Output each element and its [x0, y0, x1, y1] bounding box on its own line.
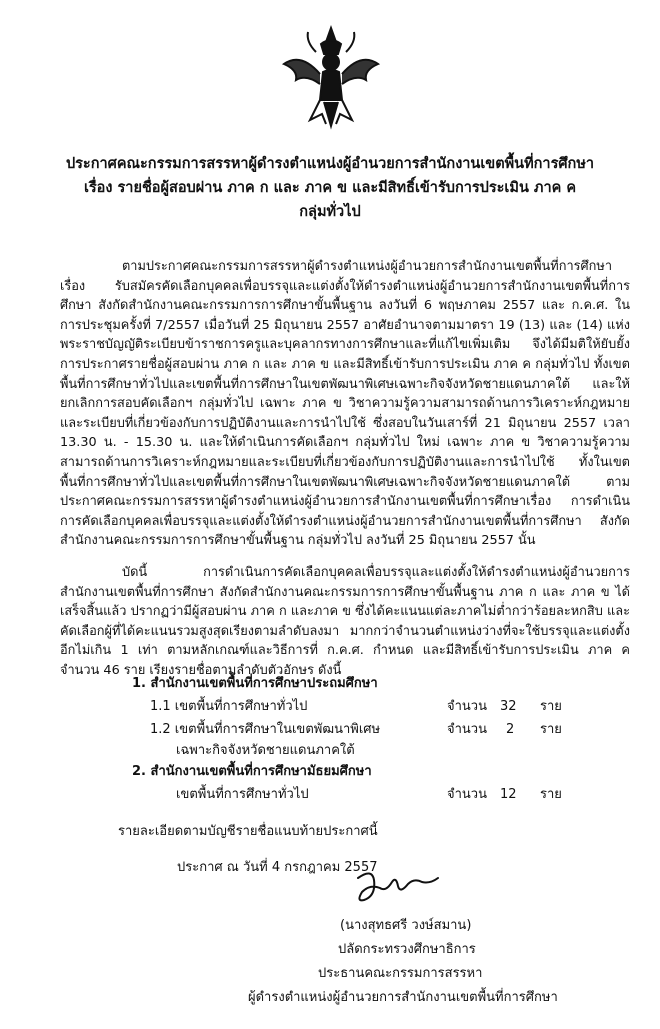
- signatory-position-2: ประธานคณะกรรมการสรรหา: [318, 966, 483, 981]
- item-1-2-count-label: จำนวน: [447, 722, 487, 737]
- item-1-2-label: 1.2 เขตพื้นที่การศึกษาในเขตพัฒนาพิเศษ: [150, 722, 381, 737]
- details-note: รายละเอียดตามบัญชีรายชื่อแนบท้ายประกาศนี้: [118, 824, 378, 839]
- title-line-1: ประกาศคณะกรรมการสรรหาผู้ดำรงตำแหน่งผู้อำนวยการสำนักงานเขตพื้นที่การศึกษา: [65, 156, 595, 172]
- item-1-2-unit: ราย: [540, 722, 562, 737]
- section-1-heading: 1. สำนักงานเขตพื้นที่การศึกษาประถมศึกษา: [132, 676, 378, 691]
- item-1-1-count: 32: [500, 699, 517, 714]
- paragraph-2-text: บัดนี้ การดำเนินการคัดเลือกบุคคลเพื่อบรรจุและแต่งตั้งให้ดำรงตำแหน่งผู้อำนวยการสำนักงานเขตพื้นที่การศึกษา สังกัดสำนักงานคณะกรรมการการศึกษาขั้นพื้นฐาน ภาค ก และ ภาค ข ได้เสร็จสิ้นแล้ว ปรากฏว่ามีผู้สอบผ่าน ภาค ก และภาค ข ซึ่งได้คะแนนแต่ละภาคไม่ต่ำกว่าร้อยละหกสิบ และคัดเลือกผู้ที่ได้คะแนนรวมสูงสุดเรียงตามลำดับลงมา มากกว่าจำนวนตำแหน่งว่างที่จะใช้บรรจุและแต่งตั้งอีกไม่เกิน 1 เท่า ตามหลักเกณฑ์และวิธีการที่ ก.ค.ศ. กำหนด และมีสิทธิ์เข้ารับการประเมิน ภาค ค จำนวน 46 ราย เรียงรายชื่อตามลำดับตัวอักษร ดังนี้: [60, 565, 630, 678]
- item-2-1-count: 12: [500, 787, 517, 802]
- title-line-2: เรื่อง รายชื่อผู้สอบผ่าน ภาค ก และ ภาค ข และมีสิทธิ์เข้ารับการประเมิน ภาค ค: [83, 180, 577, 196]
- signatory-position-1: ปลัดกระทรวงศึกษาธิการ: [338, 942, 476, 957]
- paragraph-1-text: ตามประกาศคณะกรรมการสรรหาผู้ดำรงตำแหน่งผู้อำนวยการสำนักงานเขตพื้นที่การศึกษา เรื่อง รับสมัครคัดเลือกบุคคลเพื่อบรรจุและแต่งตั้งให้ดำรงตำแหน่งผู้อำนวยการสำนักงานเขตพื้นที่การศึกษา สังกัดสำนักงานคณะกรรมการการศึกษาขั้นพื้นฐาน ลงวันที่ 6 พฤษภาคม 2557 และ ก.ค.ศ. ในการประชุมครั้งที่ 7/2557 เมื่อวันที่ 25 มิถุนายน 2557 อาศัยอำนาจตามมาตรา 19 (13) และ (14) แห่งพระราชบัญญัติระเบียบข้าราชการครูและบุคลากรทางการศึกษาและที่แก้ไขเพิ่มเติม จึงได้มีมติให้ยับยั้งการประกาศรายชื่อผู้สอบผ่าน ภาค ก และ ภาค ข และมีสิทธิ์เข้ารับการประเมิน ภาค ค กลุ่มทั่วไป ทั้งเขตพื้นที่การศึกษาทั่วไปและเขตพื้นที่การศึกษาในเขตพัฒนาพิเศษเฉพาะกิจจังหวัดชายแดนภาคใต้ และให้ยกเลิกการสอบคัดเลือกฯ กลุ่มทั่วไป เฉพาะ ภาค ข วิชาความรู้ความสามารถด้านการวิเคราะห์กฎหมายและระเบียบที่เกี่ยวข้องกับการปฏิบัติงานและการนำไปใช้ ซึ่งสอบในวันเสาร์ที่ 21 มิถุนายน 2557 เวลา 13.30 น. - 15.30 น. และให้ดำเนินการคัดเลือกฯ กลุ่มทั่วไป ใหม่ เฉพาะ ภาค ข วิชาความรู้ความสามารถด้านการวิเคราะห์กฎหมายและระเบียบที่เกี่ยวข้องกับการปฏิบัติงานและการนำไปใช้ ทั้งในเขตพื้นที่การศึกษาทั่วไปและเขตพื้นที่การศึกษาในเขตพัฒนาพิเศษเฉพาะกิจจังหวัดชายแดนภาคใต้ ตามประกาศคณะกรรมการสรรหาผู้ดำรงตำแหน่งผู้อำนวยการสำนักงานเขตพื้นที่การศึกษาเรื่อง การดำเนินการคัดเลือกบุคคลเพื่อบรรจุและแต่งตั้งให้ดำรงตำแหน่งผู้อำนวยการสำนักงานเขตพื้นที่การศึกษา สังกัดสำนักงานคณะกรรมการการศึกษาขั้นพื้นฐาน กลุ่มทั่วไป ลงวันที่ 25 มิถุนายน 2557 นั้น: [60, 259, 630, 549]
- announce-date: ประกาศ ณ วันที่ 4 กรกฎาคม 2557: [177, 860, 378, 875]
- title-line-3: กลุ่มทั่วไป: [299, 204, 361, 220]
- item-1-2-label-continued: เฉพาะกิจจังหวัดชายแดนภาคใต้: [176, 743, 355, 758]
- item-2-1-unit: ราย: [540, 787, 562, 802]
- signature: [352, 866, 442, 906]
- garuda-emblem-icon: [276, 22, 386, 132]
- item-1-1-unit: ราย: [540, 699, 562, 714]
- item-2-1-label: เขตพื้นที่การศึกษาทั่วไป: [176, 787, 309, 802]
- signatory-name: (นางสุทธศรี วงษ์สมาน): [340, 918, 472, 933]
- section-2-heading: 2. สำนักงานเขตพื้นที่การศึกษามัธยมศึกษา: [132, 764, 372, 779]
- signatory-position-3: ผู้ดำรงตำแหน่งผู้อำนวยการสำนักงานเขตพื้นที่การศึกษา: [248, 990, 558, 1005]
- item-2-1-count-label: จำนวน: [447, 787, 487, 802]
- item-1-1-count-label: จำนวน: [447, 699, 487, 714]
- item-1-2-count: 2: [506, 722, 515, 737]
- paragraph-1: [60, 257, 630, 551]
- paragraph-2: [60, 563, 630, 681]
- item-1-1-label: 1.1 เขตพื้นที่การศึกษาทั่วไป: [150, 699, 308, 714]
